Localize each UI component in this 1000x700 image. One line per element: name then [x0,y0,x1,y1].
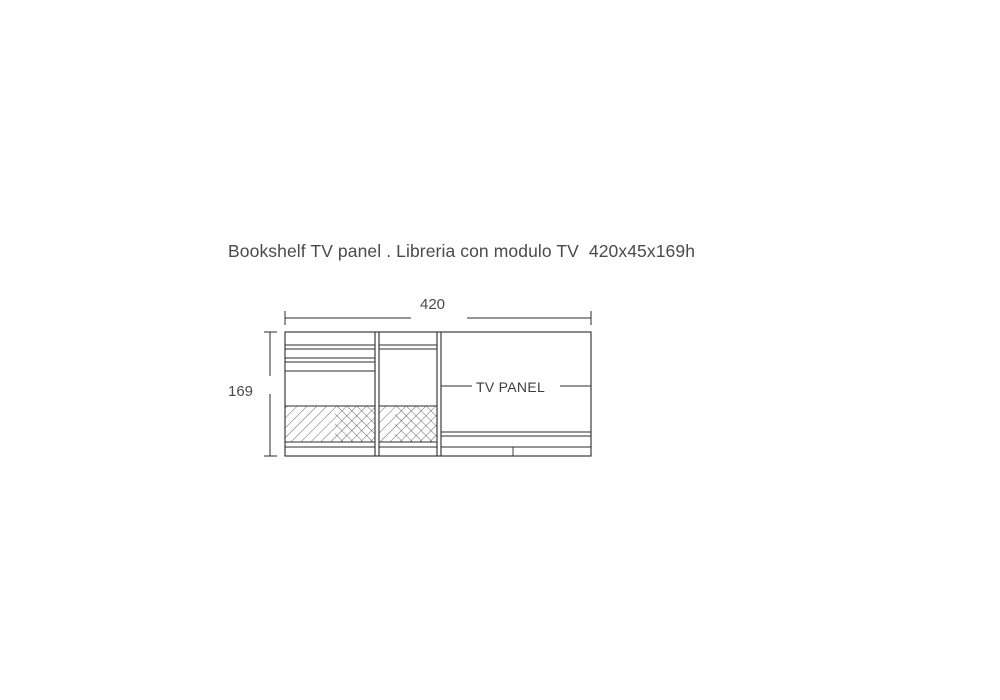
height-dimension [264,332,277,456]
height-dimension-label: 169 [228,383,254,400]
tv-panel-label: TV PANEL [476,379,546,395]
diagram-caption: Bookshelf TV panel . Libreria con modulo TV 420x45x169h [228,241,696,261]
center-bay-shelves [379,345,437,349]
left-drawer-hatched-cross [335,406,375,442]
left-bay-shelves [285,345,375,371]
center-drawer-hatched-cross [395,406,437,442]
tv-panel-bay [441,386,591,456]
hatched-drawers [285,406,437,442]
width-dimension [285,311,591,325]
width-dimension-label: 420 [420,296,446,313]
